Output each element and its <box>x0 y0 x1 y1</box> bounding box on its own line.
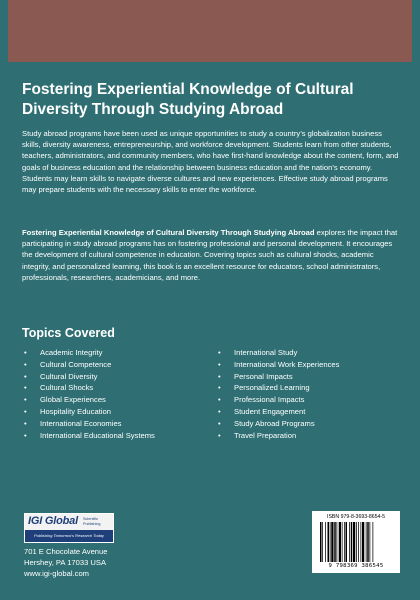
bullet-icon: • <box>218 430 221 440</box>
bullet-icon: • <box>24 348 27 357</box>
top-band-right-edge <box>412 0 420 62</box>
barcode-bar <box>358 522 359 562</box>
topic-item: • Cultural Competence <box>24 359 112 369</box>
description-paragraph-2 <box>22 227 402 283</box>
topic-item: • Professional Impacts <box>218 395 305 405</box>
bullet-icon: • <box>218 418 221 428</box>
description-paragraph-1: Study abroad programs have been used as unique opportunities to study a country’s globalization business skills, diversity awareness, entrepreneurship, and workforce development. Students learn from other students, teachers, administrators, and community members, who have first-hand knowledge about the content, form, and goals of business education and the relationship between business education and the nation’s economy. Students may learn skills to navigate diverse cultures and new experiences. Effective study abroad programs may prepare students with the necessary skills to enter the workforce. <box>22 129 399 195</box>
bullet-icon: • <box>24 430 27 440</box>
barcode-bar <box>366 522 367 562</box>
barcode-bar <box>339 522 341 562</box>
topic-item: • Academic Integrity <box>24 348 103 357</box>
barcode-bar <box>361 522 362 562</box>
description-lead-title: Fostering Experiential Knowledge of Cultural Diversity Through Studying Abroad <box>22 228 315 237</box>
bullet-icon: • <box>218 383 221 393</box>
bullet-icon: • <box>218 371 221 381</box>
barcode-bar <box>344 522 345 562</box>
publisher-logo <box>24 513 114 543</box>
logo-tagline: Publishing Tomorrow's Research Today <box>25 530 113 542</box>
isbn-barcode-box <box>312 511 400 573</box>
logo-subtitle: Scientific Publishing <box>83 517 101 526</box>
topic-item: • International Educational Systems <box>24 430 155 440</box>
address-line-1: 701 E Chocolate Avenue <box>24 547 108 556</box>
barcode-bar <box>370 522 371 562</box>
barcode-bar <box>330 522 331 562</box>
topic-item: • Global Experiences <box>24 395 106 405</box>
bullet-icon: • <box>218 348 221 357</box>
book-title: Fostering Experiential Knowledge of Cultural Diversity Through Studying Abroad <box>22 81 354 118</box>
topic-item: • Personal Impacts <box>218 371 293 381</box>
barcode-bar <box>349 522 350 562</box>
description-body: explores the impact that participating in study abroad programs has on fostering professional and personal development. It encourages the development of cultural competence in education. Covering topics such as cultural shocks, academic integrity, and personalized learning, this book is an excellent resource for educators, school administrators, professionals, researchers, academicians, and more. <box>22 228 398 282</box>
bullet-icon: • <box>218 359 221 369</box>
publisher-address <box>24 546 107 579</box>
barcode-bar <box>342 522 343 562</box>
topic-item: • International Economies <box>24 418 122 428</box>
barcode-bar <box>322 522 323 562</box>
barcode-bar <box>334 522 336 562</box>
barcode-bar <box>328 522 330 562</box>
bullet-icon: • <box>24 371 27 381</box>
barcode-bar <box>337 522 338 562</box>
barcode-bar <box>346 522 348 562</box>
bullet-icon: • <box>24 359 27 369</box>
barcode-bar <box>320 522 322 562</box>
barcode-bar <box>351 522 353 562</box>
topics-column-2 <box>216 347 406 441</box>
barcode-bar <box>373 522 374 562</box>
topic-item: • Cultural Diversity <box>24 371 98 381</box>
topic-item: • International Work Experiences <box>218 359 340 369</box>
logo-name: IGI Global <box>28 515 78 527</box>
topic-item: • Travel Preparation <box>218 430 297 440</box>
bullet-icon: • <box>24 395 27 405</box>
topics-heading: Topics Covered <box>22 326 115 340</box>
barcode-bar <box>356 522 357 562</box>
isbn-label: ISBN 979-8-3693-8654-5 <box>327 514 385 520</box>
bullet-icon: • <box>24 383 27 393</box>
barcode-digits: 9 798369 386545 <box>328 563 384 569</box>
publisher-website: www.igi-global.com <box>24 569 89 578</box>
topic-item: • Student Engagement <box>218 406 306 416</box>
barcode-graphic <box>320 522 394 562</box>
topic-item: • Cultural Shocks <box>24 383 94 393</box>
topics-column-1 <box>22 347 212 441</box>
barcode-bar <box>325 522 326 562</box>
topic-item: • Study Abroad Programs <box>218 418 315 428</box>
barcode-bar <box>367 522 369 562</box>
bullet-icon: • <box>24 418 27 428</box>
topic-item: • Hospitality Education <box>24 406 111 416</box>
barcode-bar <box>353 522 355 562</box>
topic-item: • International Study <box>218 348 298 357</box>
bullet-icon: • <box>218 395 221 405</box>
bullet-icon: • <box>24 406 27 416</box>
barcode-bar <box>362 522 364 562</box>
address-line-2: Hershey, PA 17033 USA <box>24 558 107 567</box>
bullet-icon: • <box>218 406 221 416</box>
top-band-left-edge <box>0 0 8 62</box>
barcode-bar <box>331 522 333 562</box>
topic-item: • Personalized Learning <box>218 383 310 393</box>
cover-top-band <box>0 0 420 62</box>
